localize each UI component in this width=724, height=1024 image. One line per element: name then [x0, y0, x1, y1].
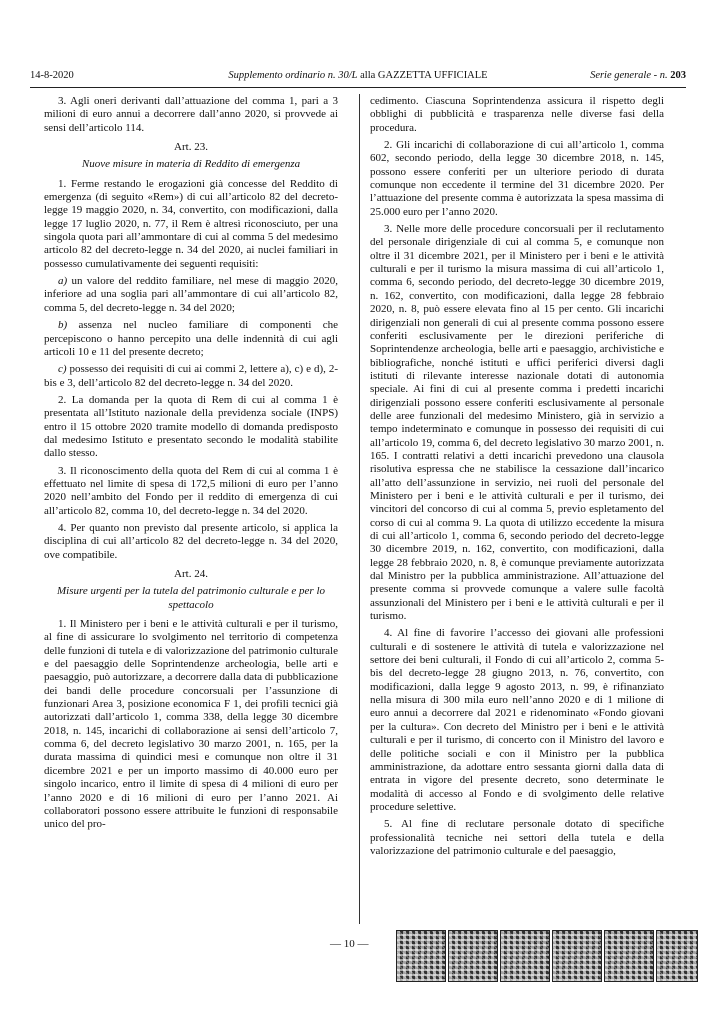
article-23-title: Nuove misure in materia di Reddito di emergenza	[81, 158, 301, 171]
qr-code-icon	[656, 930, 698, 982]
list-letter: a)	[58, 275, 68, 288]
qr-code-icon	[500, 930, 550, 982]
list-letter: b)	[58, 319, 68, 332]
paragraph: 4. Al fine di favorire l’accesso dei giovani alle professioni culturali e di sostenere le attività di tutela e valorizzazione nel settore dei beni culturali, il Fondo di cui all’articolo 2, comma 5-bis del decreto-legge 28 giugno 2013, n. 76, convertito, con modificazioni, dalla legge 9 agosto 2013, n. 99, è rifinanziato nella misura di 300 mila euro nell’anno 2020 e di 1 milione di euro annui a decorrere dal 2021 e ridenominato «Fondo giovani per la cultura». Con decreto del Ministro per i beni e le attività culturali e per il turismo, di concerto con il Ministro del lavoro e delle politiche sociali e con il Ministro per la pubblica amministrazione, da adottare entro sessanta giorni dalla data di entrata in vigore del presente decreto, sono determinate le modalità di accesso al Fondo e di svolgimento delle relative procedure selettive.	[370, 627, 664, 813]
list-text: un valore del reddito familiare, nel mese di maggio 2020, inferiore ad una soglia pari all’ammontare di cui all’articolo 82, comma 5, del decreto-legge n. 34 del 2020;	[44, 275, 338, 314]
page-header	[30, 70, 686, 86]
left-column	[44, 95, 338, 836]
header-publication	[30, 70, 686, 81]
qr-code-icon	[448, 930, 498, 982]
list-text: assenza nel nucleo familiare di componenti che percepiscono o hanno percepito una delle indennità di cui agli articoli 10 e 11 del presente decreto;	[44, 319, 338, 358]
paragraph: 1. Il Ministero per i beni e le attività culturali e per il turismo, al fine di assicurare lo svolgimento nel territorio di competenza delle funzioni di tutela e di valorizzazione del patrimonio culturale e del paesaggio delle Soprintendenze archeologia, belle arti e paesaggio, può autorizzare, a decorrere dalla data di pubblicazione dei bandi delle procedure concorsuali per l’assunzione di funzionari Area 3, posizione economica F 1, dei profili tecnici già autorizzati dall’articolo 1, comma 338, della legge 30 dicembre 2018, n. 145, incarichi di collaborazione ai sensi dell’articolo 7, comma 6, del decreto legislativo 30 marzo 2001, n. 165, per la durata massima di quindici mesi e comunque non oltre il 31 dicembre 2021 e per un importo massimo di 40.000 euro per singolo incarico, entro il limite di spesa di 4 milioni di euro per l’anno 2020 e di 16 milioni di euro per l’anno 2021. Ai collaboratori possono essere attribuite le funzioni di responsabile unico del pro-	[44, 618, 338, 831]
column-divider	[359, 94, 360, 924]
header-number: 203	[670, 70, 686, 81]
paragraph: 3. Agli oneri derivanti dall’attuazione del comma 1, pari a 3 milioni di euro annui a decorrere dall’anno 2020, si provvede ai sensi dell’articolo 114.	[44, 95, 338, 134]
qr-code-icon	[552, 930, 602, 982]
header-supplement: Supplemento ordinario n. 30/L	[228, 70, 358, 81]
paragraph: 2. Gli incarichi di collaborazione di cui all’articolo 1, comma 602, secondo periodo, della legge 30 dicembre 2018, n. 145, possono essere conferiti per un ulteriore periodo di durata comunque non eccedente il termine del 31 dicembre 2020. Per l’attuazione del presente comma è autorizzata la spesa massima di 25.000 euro per l’anno 2020.	[370, 139, 664, 218]
paragraph: 4. Per quanto non previsto dal presente articolo, si applica la disciplina di cui all’articolo 82 del decreto-legge n. 34 del 2020, ove compatibile.	[44, 521, 338, 561]
paragraph: 1. Ferme restando le erogazioni già concesse del Reddito di emergenza (di seguito «Rem») di cui all’articolo 82 del decreto-legge 19 maggio 2020, n. 34, convertito, con modificazioni, dalla legge 17 luglio 2020, n. 77, il Rem è altresì riconosciuto, per una singola quota pari all’ammontare di cui al comma 5 del medesimo articolo 82 del decreto-legge n. 34 del 2020, ai nuclei familiari in possesso cumulativamente dei seguenti requisiti:	[44, 177, 338, 270]
list-item	[44, 363, 338, 390]
right-column	[370, 95, 664, 862]
paragraph: cedimento. Ciascuna Soprintendenza assicura il rispetto degli obblighi di pubblicità e trasparenza nelle diverse fasi della procedura.	[370, 95, 664, 134]
paragraph: 3. Il riconoscimento della quota del Rem di cui al comma 1 è effettuato nel limite di spesa di 172,5 milioni di euro per l’anno 2020 nell’ambito del Fondo per il reddito di emergenza di cui all’articolo 82, comma 10, del decreto-legge n. 34 del 2020.	[44, 464, 338, 517]
paragraph: 5. Al fine di reclutare personale dotato di specifiche professionalità tecniche nei settori della tutela e della valorizzazione del patrimonio culturale e del paesaggio,	[370, 818, 664, 857]
header-series	[590, 70, 686, 81]
article-24-heading: Art. 24.	[174, 568, 208, 580]
list-item	[44, 275, 338, 315]
paragraph: 3. Nelle more delle procedure concorsuali per il reclutamento del personale dirigenziale di cui al comma 5, e comunque non oltre il 31 dicembre 2021, per il Ministero per i beni e le attività culturali e per il turismo la misura massima di cui all’articolo 1, comma 6, secondo periodo, del decreto-legge 30 dicembre 2019, n. 162, convertito, con modificazioni, dalla legge 28 febbraio 2020, n. 8, può essere elevata fino al 15 per cento. Gli incarichi dirigenziali non generali di cui al presente comma possono essere conferiti esclusivamente per le direzioni periferiche di Soprintendenze archeologia, belle arti e paesaggio, archivistiche e bibliografiche, nonché istituti e uffici periferici diversi dagli istituti di rilevante interesse nazionale dotati di autonomia speciale. Ai fini di cui al presente comma i predetti incarichi dirigenziali possono essere conferiti esclusivamente al personale delle aree funzionali del medesimo Ministero, già in servizio a tempo indeterminato e comunque in possesso dei requisiti di cui all’articolo 19, comma 6, del decreto legislativo 30 marzo 2001, n. 165. I contratti relativi a detti incarichi prevedono una clausola risolutiva espressa che ne stabilisce la cessazione dall’incarico all’atto dell’assunzione in servizio, nei ruoli del personale del Ministero per i beni e le attività culturali e per il turismo, dei vincitori del concorso di cui al comma 5, previo espletamento del corso di cui al comma 9. La quota di utilizzo eccedente la misura di cui all’articolo 1, comma 6, secondo periodo del decreto-legge 30 dicembre 2019, n. 162, convertito, con modificazioni, dalla legge 28 febbraio 2020, n. 8, è comunque previamente autorizzata dal Ministro per la pubblica amministrazione. All’attuazione del presente comma si provvede comunque a valere sulle facoltà assunzionali del Ministero per i beni e le attività culturali e per il turismo.	[370, 223, 664, 623]
header-rule	[30, 87, 686, 88]
list-letter: c)	[58, 363, 67, 376]
header-gazzetta: GAZZETTA UFFICIALE	[377, 70, 488, 81]
article-23-heading: Art. 23.	[174, 141, 208, 154]
qr-code-icon	[604, 930, 654, 982]
header-series-label: Serie generale - n.	[590, 70, 671, 81]
list-item	[44, 319, 338, 359]
list-text: possesso dei requisiti di cui ai commi 2, lettere a), c) e d), 2-bis e 3, dell’articolo 82 del decreto-legge n. 34 del 2020.	[44, 363, 338, 389]
header-date: 14-8-2020	[30, 70, 74, 81]
qr-code-icon	[396, 930, 446, 982]
paragraph: 2. La domanda per la quota di Rem di cui al comma 1 è presentata all’Istituto nazionale della previdenza sociale (INPS) entro il 15 ottobre 2020 tramite modello di domanda predisposto dal medesimo Istituto e presentato secondo le modalità stabilite dallo stesso.	[44, 393, 338, 460]
page-number: — 10 —	[330, 938, 369, 950]
header-alla: alla	[357, 70, 378, 81]
article-24-title: Misure urgenti per la tutela del patrimonio culturale e per lo spettacolo	[56, 585, 326, 611]
